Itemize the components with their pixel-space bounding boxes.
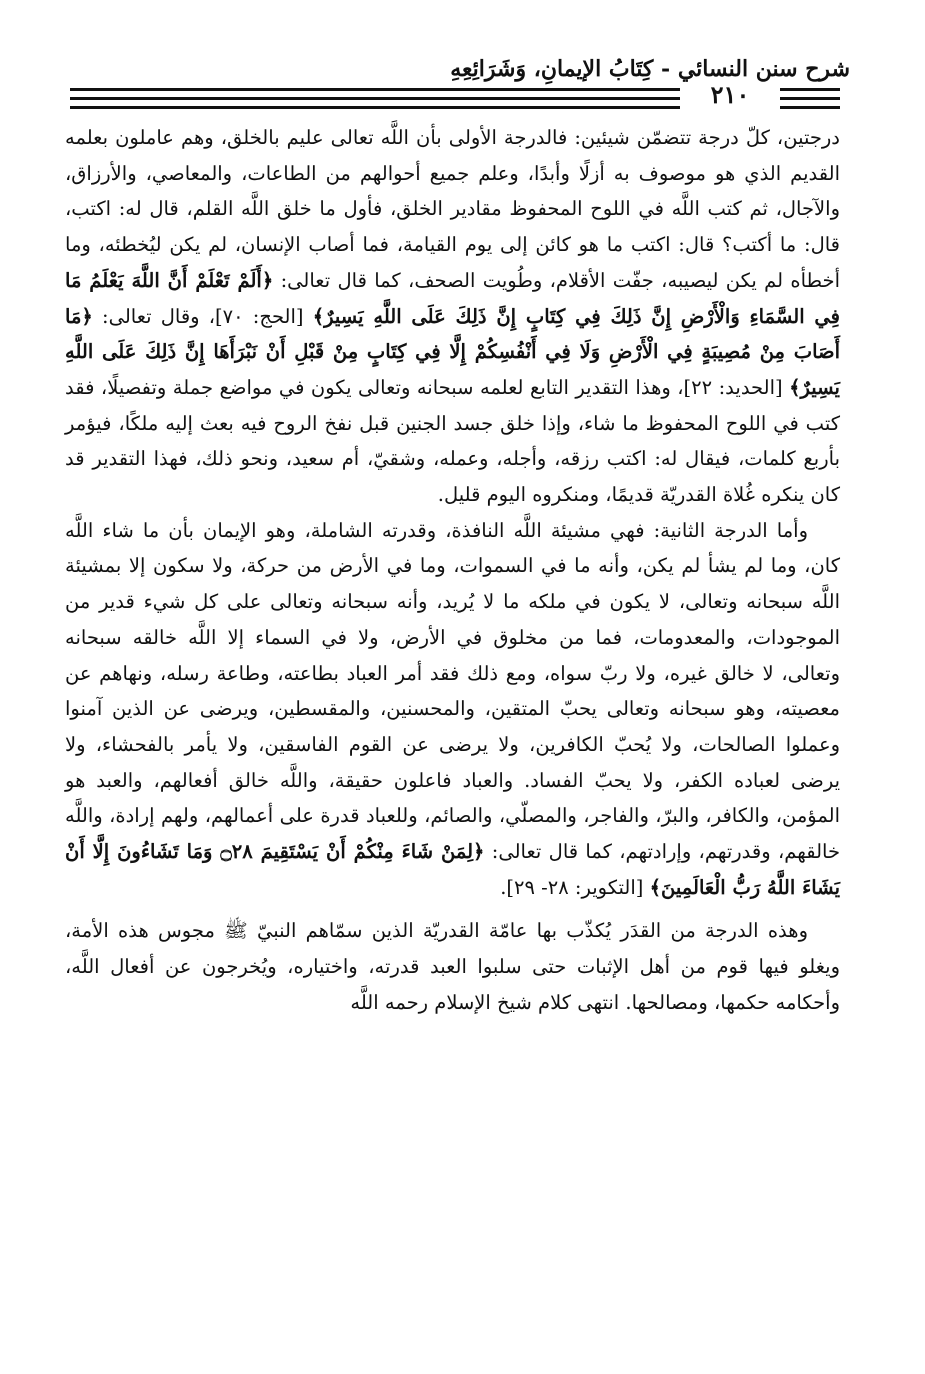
verse-citation: [التكوير: ٢٨- ٢٩]. — [500, 875, 644, 899]
paragraph-second-degree — [65, 513, 840, 906]
header-rule — [70, 97, 680, 100]
header-rule — [70, 88, 680, 91]
quran-verse: ﴿أَلَمْ تَعْلَمْ أَنَّ اللَّهَ يَعْلَمُ مَا فِي السَّمَاءِ وَالْأَرْضِ إِنَّ ذَلِكَ فِي كِتَابٍ إِنَّ ذَلِكَ عَلَى اللَّهِ يَسِيرٌ﴾ — [65, 268, 840, 328]
page-number: ٢١٠ — [710, 80, 750, 109]
header-rule — [70, 106, 680, 109]
body-text — [65, 120, 840, 1021]
paragraph-first-degree — [65, 120, 840, 513]
quran-verse: ﴿لِمَنْ شَاءَ مِنْكُمْ أَنْ يَسْتَقِيمَ ۝٢٨ وَمَا تَشَاءُونَ إِلَّا أَنْ يَشَاءَ اللَّهُ رَبُّ الْعَالَمِينَ﴾ — [65, 840, 840, 899]
header-rule — [780, 88, 840, 91]
text-run: درجتين، كلّ درجة تتضمّن شيئين: فالدرجة الأولى بأن اللَّه تعالى عليم بالخلق، وهم عاملون بعلمه القديم الذي هو موصوف به أزلًا وأبدًا، وعلم جميع أحوالهم من الطاعات، والمعاصي، والأرزاق، والآجال، ثم كتب اللَّه في اللوح المحفوظ مقادير الخلق، فأول ما خلق اللَّه القلم، قال له: اكتب، قال: ما أكتب؟ قال: اكتب ما هو كائن إلى يوم القيامة، فما أصاب الإنسان، لم يكن ليُخطئه، وما أخطأه لم يكن ليصيبه، جفّت الأقلام، وطُويت الصحف، كما قال تعالى: — [65, 126, 840, 292]
text-run: [الحديد: ٢٢]، وهذا التقدير التابع لعلمه سبحانه وتعالى يكون في مواضع جملة وتفصيلًا، فقد كتب في اللوح المحفوظ ما شاء، وإذا خلق جسد الجنين قبل نفخ الروح فيه بعث إليه ملكًا، فيؤمر بأربع كلمات، فيقال له: اكتب رزقه، وأجله، وعمله، وشقيّ، أم سعيد، ونحو ذلك، فهذا التقدير قد كان ينكره غُلاة القدريّة قديمًا، ومنكروه اليوم قليل. — [65, 375, 840, 507]
header-rule — [780, 106, 840, 109]
quran-verse: ﴿مَا أَصَابَ مِنْ مُصِيبَةٍ فِي الْأَرْضِ وَلَا فِي أَنْفُسِكُمْ إِلَّا فِي كِتَابٍ مِنْ قَبْلِ أَنْ نَبْرَأَهَا إِنَّ ذَلِكَ عَلَى اللَّهِ يَسِيرٌ﴾ — [65, 304, 840, 399]
verse-citation: [الحج: ٧٠]، وقال تعالى: — [102, 304, 304, 328]
running-title: شرح سنن النسائي - كِتَابُ الإيمانِ، وَشَرَائِعِهِ — [450, 56, 850, 82]
paragraph-closing — [65, 913, 840, 1020]
header-rule — [780, 97, 840, 100]
text-run: وأما الدرجة الثانية: فهي مشيئة اللَّه النافذة، وقدرته الشاملة، وهو الإيمان بأن ما شاء اللَّه كان، وما لم يشأ لم يكن، وأنه ما في السموات، وما في الأرض من حركة، ولا سكون إلا بمشيئة اللَّه سبحانه وتعالى، لا يكون في ملكه ما لا يُريد، وأنه سبحانه وتعالى على كل شيء قدير من الموجودات، والمعدومات، فما من مخلوق في الأرض، ولا في السماء إلا اللَّه خالقه سبحانه وتعالى، لا خالق غيره، ولا ربّ سواه، ومع ذلك فقد أمر العباد بطاعته، وطاعة رسله، ونهاهم عن معصيته، وهو سبحانه وتعالى يحبّ المتقين، والمحسنين، والمقسطين، ويرضى عن الذين آمنوا وعملوا الصالحات، ولا يُحبّ الكافرين، ولا يرضى عن القوم الفاسقين، ولا يأمر بالفحشاء، ولا يرضى لعباده الكفر، ولا يحبّ الفساد. والعباد فاعلون حقيقة، واللَّه خالق أفعالهم، والعبد هو المؤمن، والكافر، والبرّ، والفاجر، والمصلّي، والصائم، وللعباد قدرة على أعمالهم، ولهم إرادة، واللَّه خالقهم، وقدرتهم، وإرادتهم، كما قال تعالى: — [65, 518, 841, 864]
text-run: وهذه الدرجة من القدَر يُكذّب بها عامّة القدريّة الذين سمّاهم النبيّ ﷺ مجوس هذه الأمة، ويغلو فيها قوم من أهل الإثبات حتى سلبوا العبد قدرته، واختياره، ويُخرجون عن أفعال اللَّه، وأحكامه حكمها، ومصالحها. انتهى كلام شيخ الإسلام رحمه اللَّه — [65, 919, 840, 1014]
